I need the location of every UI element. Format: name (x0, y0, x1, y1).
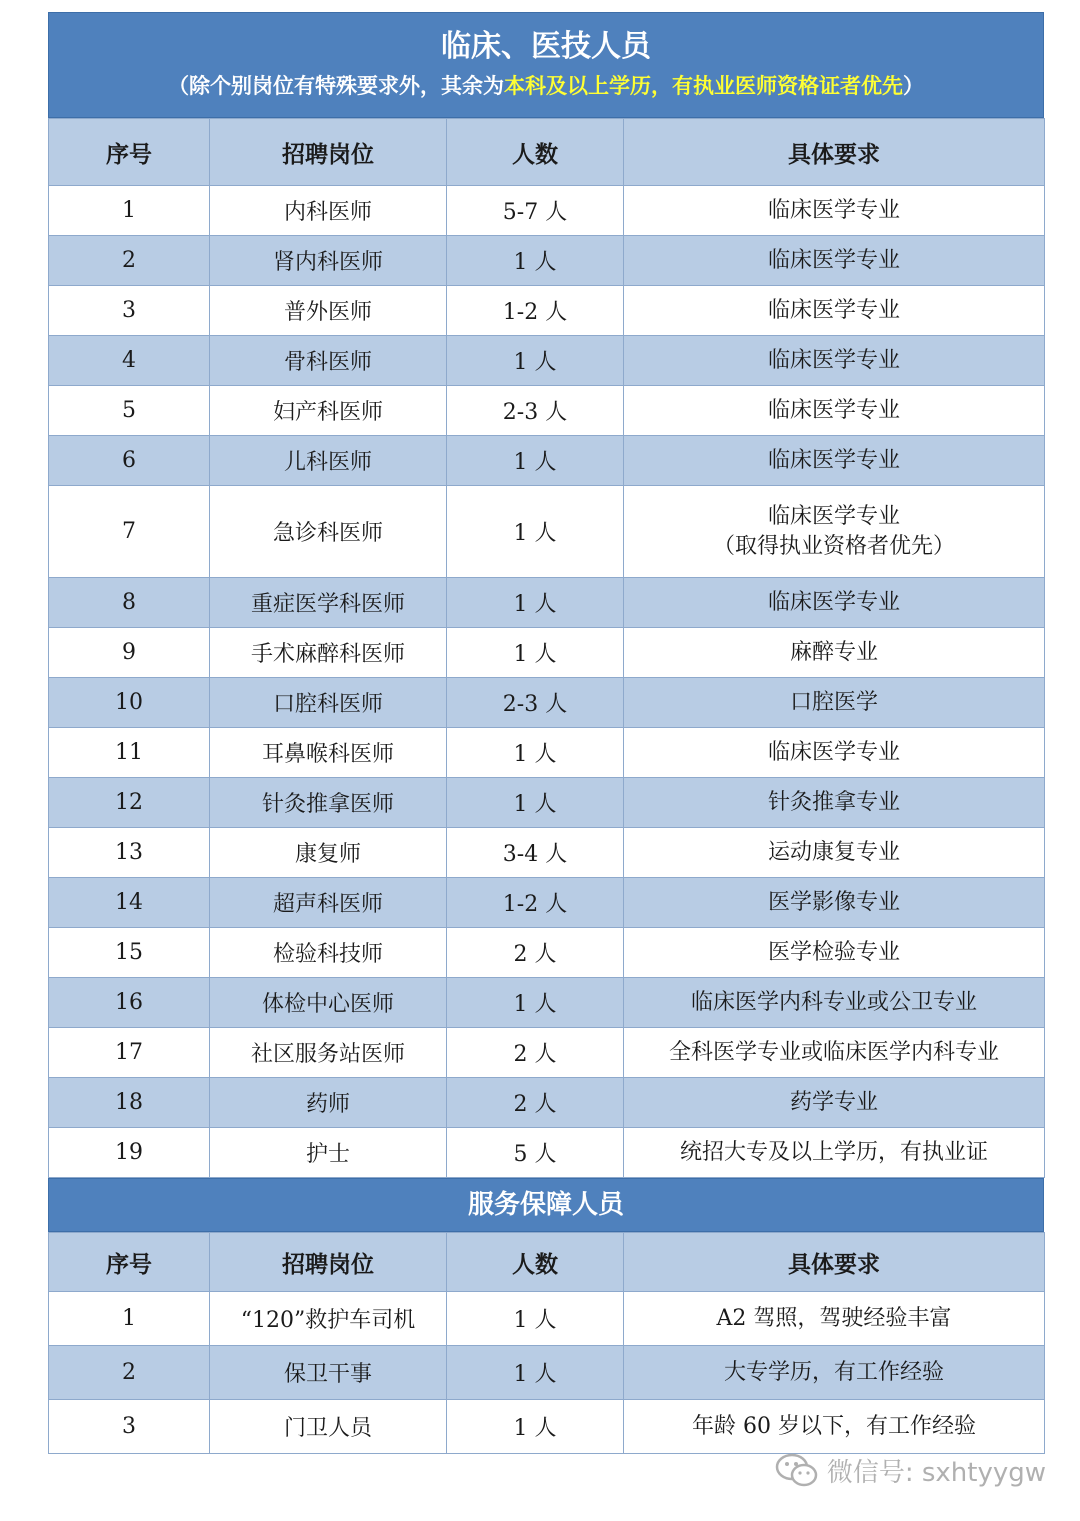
cell-req (624, 628, 1045, 678)
table-row (49, 1292, 1045, 1346)
table-row (49, 1128, 1045, 1178)
cell-post: 口腔科医师 (210, 678, 447, 728)
cell-count: 1 人 (447, 1400, 624, 1454)
cell-post: 门卫人员 (210, 1400, 447, 1454)
cell-count: 2 人 (447, 928, 624, 978)
table-row (49, 336, 1045, 386)
cell-no: 7 (49, 486, 210, 578)
clinical-table (48, 118, 1045, 1178)
cell-count: 1 人 (447, 486, 624, 578)
req-text: 麻醉专业 (789, 639, 878, 665)
table-row (49, 878, 1045, 928)
cell-req (624, 286, 1045, 336)
cell-count: 2-3 人 (447, 678, 624, 728)
cell-no: 4 (49, 336, 210, 386)
cell-no: 8 (49, 578, 210, 628)
cell-post: 超声科医师 (210, 878, 447, 928)
table-row (49, 1028, 1045, 1078)
req-text: 全科医学专业或临床医学内科专业 (668, 1039, 999, 1065)
cell-req (624, 828, 1045, 878)
cell-no: 1 (49, 186, 210, 236)
cell-count: 2 人 (447, 1078, 624, 1128)
table-row (49, 486, 1045, 578)
header-post: 招聘岗位 (210, 1233, 447, 1292)
req-text: 临床医学专业 (767, 503, 900, 529)
cell-no: 18 (49, 1078, 210, 1128)
table-row (49, 678, 1045, 728)
cell-count: 1 人 (447, 578, 624, 628)
req-text: 统招大专及以上学历，有执业证 (679, 1139, 988, 1165)
cell-post: “120”救护车司机 (210, 1292, 447, 1346)
req-text: 临床医学专业 (767, 397, 900, 423)
req-text: 年龄 60 岁以下，有工作经验 (692, 1413, 976, 1439)
cell-req (624, 1078, 1045, 1128)
cell-req (624, 436, 1045, 486)
cell-no: 2 (49, 236, 210, 286)
table-row (49, 828, 1045, 878)
cell-no: 13 (49, 828, 210, 878)
cell-post: 社区服务站医师 (210, 1028, 447, 1078)
cell-post: 急诊科医师 (210, 486, 447, 578)
cell-count: 1 人 (447, 436, 624, 486)
req-text: 口腔医学 (789, 689, 878, 715)
req-text: 运动康复专业 (767, 839, 900, 865)
table-row (49, 1346, 1045, 1400)
cell-count: 1-2 人 (447, 286, 624, 336)
cell-req (624, 486, 1045, 578)
cell-req (624, 678, 1045, 728)
section1-banner (48, 12, 1044, 118)
cell-post: 骨科医师 (210, 336, 447, 386)
req-text: 临床医学专业 (767, 739, 900, 765)
cell-post: 保卫干事 (210, 1346, 447, 1400)
table-row (49, 436, 1045, 486)
cell-no: 17 (49, 1028, 210, 1078)
cell-req (624, 778, 1045, 828)
cell-req (624, 336, 1045, 386)
req-text: 药学专业 (789, 1089, 878, 1115)
req-text: 医学检验专业 (767, 939, 900, 965)
cell-req (624, 1028, 1045, 1078)
wechat-icon (775, 1453, 819, 1489)
cell-no: 5 (49, 386, 210, 436)
table-row (49, 778, 1045, 828)
cell-post: 药师 (210, 1078, 447, 1128)
cell-count: 1 人 (447, 336, 624, 386)
section1-title: 临床、医技人员 (441, 29, 651, 64)
req-text: 临床医学内科专业或公卫专业 (690, 989, 977, 1015)
cell-no: 19 (49, 1128, 210, 1178)
cell-req (624, 386, 1045, 436)
req-note: （取得执业资格者优先） (712, 533, 955, 559)
cell-count: 1 人 (447, 778, 624, 828)
cell-post: 手术麻醉科医师 (210, 628, 447, 678)
cell-post: 肾内科医师 (210, 236, 447, 286)
cell-req (624, 578, 1045, 628)
header-req: 具体要求 (624, 1233, 1045, 1292)
cell-post: 耳鼻喉科医师 (210, 728, 447, 778)
cell-post: 重症医学科医师 (210, 578, 447, 628)
cell-no: 1 (49, 1292, 210, 1346)
cell-req (624, 1346, 1045, 1400)
cell-count: 5-7 人 (447, 186, 624, 236)
cell-req (624, 978, 1045, 1028)
cell-no: 14 (49, 878, 210, 928)
cell-post: 针灸推拿医师 (210, 778, 447, 828)
cell-count: 1 人 (447, 978, 624, 1028)
cell-req (624, 728, 1045, 778)
table-row (49, 236, 1045, 286)
req-text: 临床医学专业 (767, 589, 900, 615)
table-row (49, 1400, 1045, 1454)
section1-subtitle (49, 71, 1043, 101)
cell-req (624, 186, 1045, 236)
table-row (49, 286, 1045, 336)
cell-no: 12 (49, 778, 210, 828)
table-row (49, 578, 1045, 628)
cell-req (624, 1292, 1045, 1346)
cell-count: 3-4 人 (447, 828, 624, 878)
cell-no: 15 (49, 928, 210, 978)
cell-count: 1 人 (447, 1292, 624, 1346)
cell-req (624, 236, 1045, 286)
subtitle-prefix: （除个别岗位有特殊要求外，其余为 (168, 74, 504, 98)
req-text: 临床医学专业 (767, 297, 900, 323)
cell-req (624, 1128, 1045, 1178)
service-table (48, 1232, 1045, 1454)
cell-req (624, 1400, 1045, 1454)
table-row (49, 1078, 1045, 1128)
cell-count: 2 人 (447, 1028, 624, 1078)
cell-no: 10 (49, 678, 210, 728)
recruitment-sheet (48, 12, 1044, 1454)
cell-post: 儿科医师 (210, 436, 447, 486)
cell-post: 妇产科医师 (210, 386, 447, 436)
subtitle-suffix: ） (903, 74, 924, 98)
req-text: 临床医学专业 (767, 197, 900, 223)
cell-no: 2 (49, 1346, 210, 1400)
header-no: 序号 (49, 1233, 210, 1292)
req-text: 临床医学专业 (767, 447, 900, 473)
header-no: 序号 (49, 119, 210, 186)
cell-post: 护士 (210, 1128, 447, 1178)
cell-count: 1 人 (447, 728, 624, 778)
cell-count: 1-2 人 (447, 878, 624, 928)
req-text: 临床医学专业 (767, 247, 900, 273)
req-text: 临床医学专业 (767, 347, 900, 373)
cell-post: 普外医师 (210, 286, 447, 336)
cell-post: 内科医师 (210, 186, 447, 236)
table-header-row (49, 119, 1045, 186)
table-header-row (49, 1233, 1045, 1292)
watermark-text: 微信号: sxhtyygw (826, 1458, 1046, 1488)
watermark (775, 1452, 1046, 1489)
cell-post: 检验科技师 (210, 928, 447, 978)
cell-no: 11 (49, 728, 210, 778)
cell-post: 康复师 (210, 828, 447, 878)
req-text: 医学影像专业 (767, 889, 900, 915)
header-post: 招聘岗位 (210, 119, 447, 186)
table-row (49, 386, 1045, 436)
cell-req (624, 878, 1045, 928)
header-count: 人数 (447, 119, 624, 186)
cell-no: 6 (49, 436, 210, 486)
cell-count: 1 人 (447, 236, 624, 286)
subtitle-highlight: 本科及以上学历，有执业医师资格证者优先 (504, 74, 903, 98)
cell-count: 1 人 (447, 628, 624, 678)
header-count: 人数 (447, 1233, 624, 1292)
req-text: 大专学历，有工作经验 (723, 1359, 944, 1385)
cell-count: 5 人 (447, 1128, 624, 1178)
cell-count: 2-3 人 (447, 386, 624, 436)
req-text: A2 驾照，驾驶经验丰富 (716, 1305, 952, 1331)
table-row (49, 728, 1045, 778)
table-row (49, 928, 1045, 978)
section2-title: 服务保障人员 (48, 1178, 1044, 1232)
cell-no: 3 (49, 1400, 210, 1454)
cell-req (624, 928, 1045, 978)
cell-no: 9 (49, 628, 210, 678)
req-text: 针灸推拿专业 (767, 789, 900, 815)
table-row (49, 978, 1045, 1028)
cell-count: 1 人 (447, 1346, 624, 1400)
table-row (49, 186, 1045, 236)
cell-no: 16 (49, 978, 210, 1028)
cell-no: 3 (49, 286, 210, 336)
header-req: 具体要求 (624, 119, 1045, 186)
cell-post: 体检中心医师 (210, 978, 447, 1028)
table-row (49, 628, 1045, 678)
